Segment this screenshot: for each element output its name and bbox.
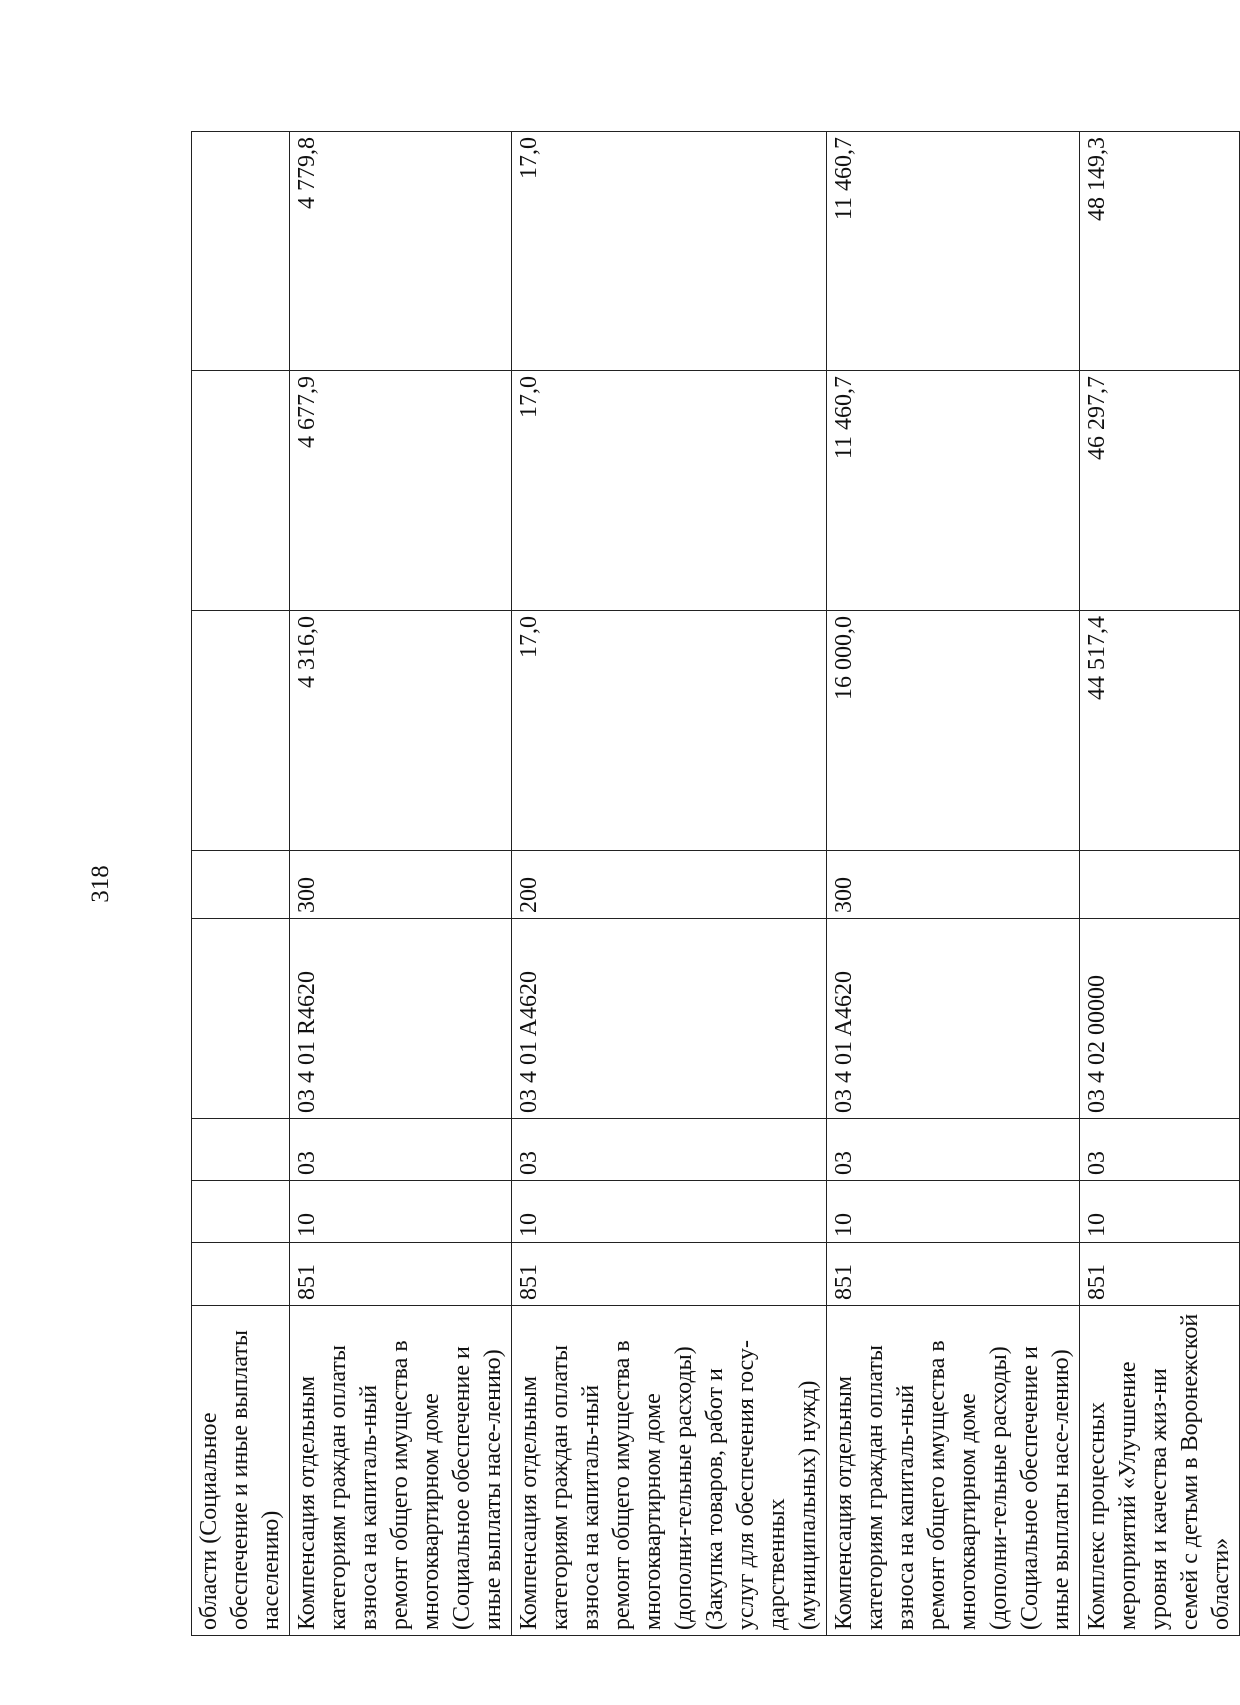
amount-3-cell [192, 132, 290, 371]
row-name-cell: области (Социальное обеспечение и иные выплаты населению) [192, 1306, 290, 1636]
subsection-cell [192, 1119, 290, 1181]
amount-2-cell: 17,0 [512, 371, 827, 611]
expense-type-cell: 200 [512, 851, 827, 919]
grbs-cell: 851 [827, 1243, 1080, 1306]
row-name-cell: Компенсация отдельным категориям граждан оплаты взноса на капиталь-ный ремонт общего имущества в многоквартирном доме (Социальное обеспечение и иные выплаты насе-лению) [290, 1306, 512, 1636]
amount-2-cell: 4 677,9 [290, 371, 512, 611]
row-name-cell: Комплекс процессных мероприятий «Улучшение уровня и качества жиз-ни семей с детьми в Воронежской области» [1080, 1306, 1240, 1636]
table-row [192, 132, 290, 1636]
expense-type-cell [192, 851, 290, 919]
section-cell: 10 [290, 1181, 512, 1243]
grbs-cell: 851 [290, 1243, 512, 1306]
amount-3-cell: 4 779,8 [290, 132, 512, 371]
rotated-page-content [83, 132, 1234, 1636]
amount-3-cell: 48 149,3 [1080, 132, 1240, 371]
subsection-cell: 03 [827, 1119, 1080, 1181]
amount-1-cell: 16 000,0 [827, 611, 1080, 851]
row-name-cell: Компенсация отдельным категориям граждан оплаты взноса на капиталь-ный ремонт общего имущества в многоквартирном доме (дополни-тельные расходы) (Закупка товаров, работ и услуг для обеспечения госу-дарственных (муниципальных) нужд) [512, 1306, 827, 1636]
target-article-cell: 03 4 02 00000 [1080, 919, 1240, 1119]
page-number: 318 [87, 865, 114, 903]
subsection-cell: 03 [512, 1119, 827, 1181]
row-name-cell: Компенсация отдельным категориям граждан оплаты взноса на капиталь-ный ремонт общего имущества в многоквартирном доме (дополни-тельные расходы) (Социальное обеспечение и иные выплаты насе-лению) [827, 1306, 1080, 1636]
table-row [827, 132, 1080, 1636]
target-article-cell: 03 4 01 R4620 [290, 919, 512, 1119]
section-cell: 10 [827, 1181, 1080, 1243]
target-article-cell: 03 4 01 A4620 [827, 919, 1080, 1119]
target-article-cell [192, 919, 290, 1119]
grbs-cell: 851 [512, 1243, 827, 1306]
section-cell [192, 1181, 290, 1243]
grbs-cell [192, 1243, 290, 1306]
expense-type-cell: 300 [827, 851, 1080, 919]
amount-1-cell [192, 611, 290, 851]
amount-2-cell [192, 371, 290, 611]
table-row [1080, 132, 1240, 1636]
table-row [290, 132, 512, 1636]
expense-type-cell: 300 [290, 851, 512, 919]
grbs-cell: 851 [1080, 1243, 1240, 1306]
amount-3-cell: 17,0 [512, 132, 827, 371]
target-article-cell: 03 4 01 A4620 [512, 919, 827, 1119]
section-cell: 10 [1080, 1181, 1240, 1243]
amount-3-cell: 11 460,7 [827, 132, 1080, 371]
expense-type-cell [1080, 851, 1240, 919]
amount-1-cell: 17,0 [512, 611, 827, 851]
section-cell: 10 [512, 1181, 827, 1243]
budget-table [191, 131, 1240, 1636]
subsection-cell: 03 [290, 1119, 512, 1181]
subsection-cell: 03 [1080, 1119, 1240, 1181]
amount-2-cell: 46 297,7 [1080, 371, 1240, 611]
amount-1-cell: 4 316,0 [290, 611, 512, 851]
amount-1-cell: 44 517,4 [1080, 611, 1240, 851]
amount-2-cell: 11 460,7 [827, 371, 1080, 611]
table-row [512, 132, 827, 1636]
